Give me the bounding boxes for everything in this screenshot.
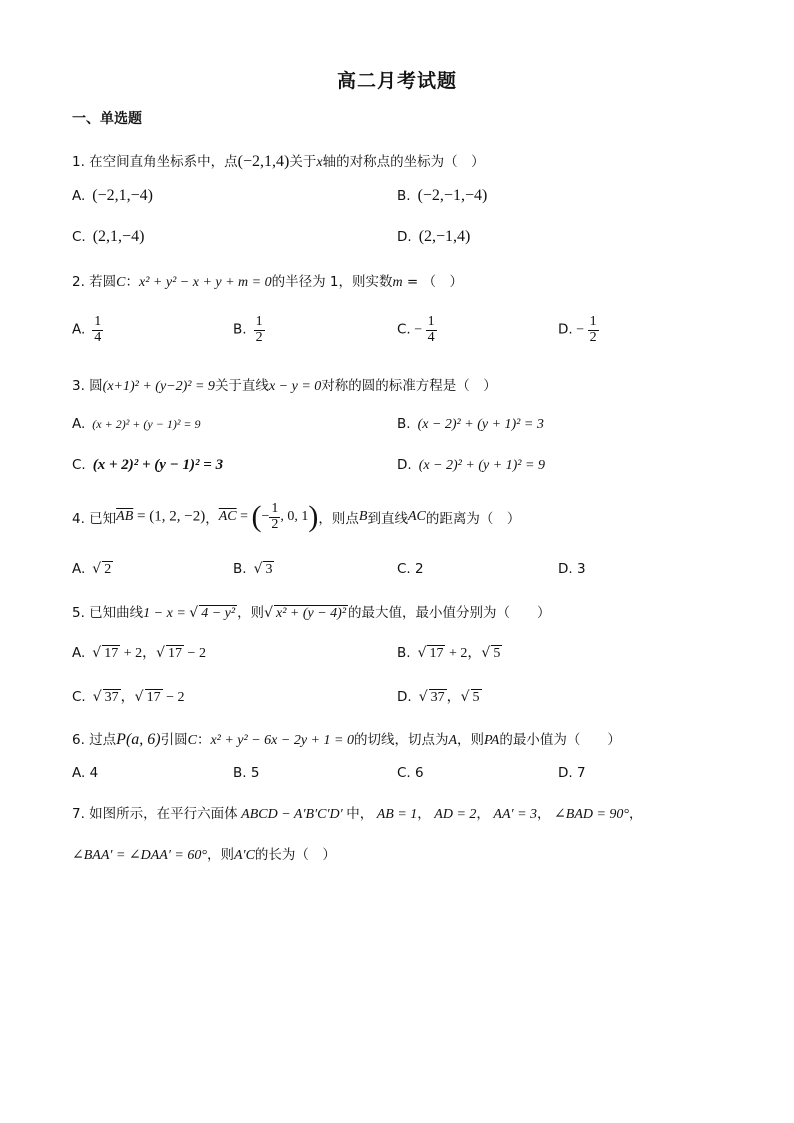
q2-option-c[interactable]: C. − $\frac{1}{4}$: [397, 314, 435, 345]
q1-option-c[interactable]: C. (2,1,−4): [72, 228, 145, 245]
question-2: 2. 若圆C：x² + y² − x + y + m = 0的半径为 1，则实数m = （ ）: [72, 274, 464, 290]
sqrt-icon: √: [253, 561, 263, 577]
section-heading: 一、单选题: [72, 111, 142, 127]
q1-option-a[interactable]: A. (−2,1,−4): [72, 187, 153, 204]
question-7: 7. 如图所示，在平行六面体 ABCD − A′B′C′D′ 中， AB = 1， AD = 2， AA′ = 3， ∠BAD = 90°，: [72, 806, 643, 822]
q6-option-a[interactable]: A. 4: [72, 765, 99, 781]
sqrt-icon: √: [189, 605, 199, 621]
vector-ab: $\overline{AB}$: [116, 509, 134, 524]
q3-option-d[interactable]: D. (x − 2)² + (y + 1)² = 9: [397, 457, 545, 473]
q2-option-a[interactable]: A. $\frac{1}{4}$: [72, 314, 102, 345]
question-4: 4. 已知$\overline{AB} = (1$, 2, −2)，$\overline{AC}$ = (− $\frac{1}{2}$ , 0, 1)，则点B到直线AC的距离为（ ）: [72, 500, 521, 533]
fraction: $\frac{1}{2}$: [255, 314, 263, 345]
vector-ac: $\overline{AC}$: [218, 509, 237, 524]
q2-option-b[interactable]: B. $\frac{1}{2}$: [233, 314, 263, 345]
question-7-line-2: ∠BAA′ = ∠DAA′ = 60°，则A′C的长为（ ）: [72, 847, 336, 863]
sqrt-icon: √: [418, 689, 428, 705]
q4-option-b[interactable]: B. √ 3: [233, 561, 273, 577]
sqrt-icon: √: [134, 689, 144, 705]
q5-option-b[interactable]: B. √ 17 + 2，√ 5: [397, 645, 501, 661]
sqrt-icon: √: [417, 645, 427, 661]
fraction: $\frac{1}{2}$: [271, 500, 279, 532]
sqrt-icon: √: [92, 689, 102, 705]
fraction: $\frac{1}{2}$: [589, 314, 597, 345]
sqrt-icon: √: [460, 689, 470, 705]
question-5: 5. 已知曲线1 − x = √ 4 − y² ，则√ x² + (y − 4)² 的最大值，最小值分别为（ ）: [72, 605, 551, 621]
fraction: $\frac{1}{4}$: [94, 314, 102, 345]
sqrt-icon: √: [481, 645, 491, 661]
q6-option-d[interactable]: D. 7: [558, 765, 586, 781]
question-3: 3. 圆(x+1)² + (y−2)² = 9关于直线x − y = 0对称的圆的标准方程是（ ）: [72, 378, 497, 394]
sqrt-icon: √: [156, 645, 166, 661]
fraction: $\frac{1}{4}$: [427, 314, 435, 345]
sqrt-icon: √: [264, 605, 273, 621]
q3-option-a[interactable]: A. (x + 2)² + (y − 1)² = 9: [72, 416, 201, 432]
q1-option-d[interactable]: D. (2,−1,4): [397, 228, 471, 245]
q5-option-a[interactable]: A. √ 17 + 2，√ 17 − 2: [72, 645, 206, 661]
q4-option-a[interactable]: A. √ 2: [72, 561, 112, 577]
q3-option-c[interactable]: C. (x + 2)² + (y − 1)² = 3: [72, 457, 224, 473]
q6-option-c[interactable]: C. 6: [397, 765, 424, 781]
q5-option-c[interactable]: C. √ 37 ，√ 17 − 2: [72, 689, 185, 705]
q1-option-b[interactable]: B. (−2,−1,−4): [397, 187, 488, 204]
sqrt-icon: √: [92, 561, 102, 577]
q4-option-d[interactable]: D. 3: [558, 561, 586, 577]
q5-option-d[interactable]: D. √ 37 ，√ 5: [397, 689, 480, 705]
q4-option-c[interactable]: C. 2: [397, 561, 424, 577]
page-title: 高二月考试题: [336, 70, 457, 92]
q2-option-d[interactable]: D. − $\frac{1}{2}$: [558, 314, 597, 345]
q6-option-b[interactable]: B. 5: [233, 765, 260, 781]
q3-option-b[interactable]: B. (x − 2)² + (y + 1)² = 3: [397, 416, 544, 432]
question-1: 1. 在空间直角坐标系中，点(−2,1,4)关于x轴的对称点的坐标为（ ）: [72, 153, 485, 170]
sqrt-icon: √: [92, 645, 102, 661]
question-6: 6. 过点P(a, 6)引圆C：x² + y² − 6x − 2y + 1 = 0的切线，切点为A，则PA的最小值为（ ）: [72, 731, 621, 748]
